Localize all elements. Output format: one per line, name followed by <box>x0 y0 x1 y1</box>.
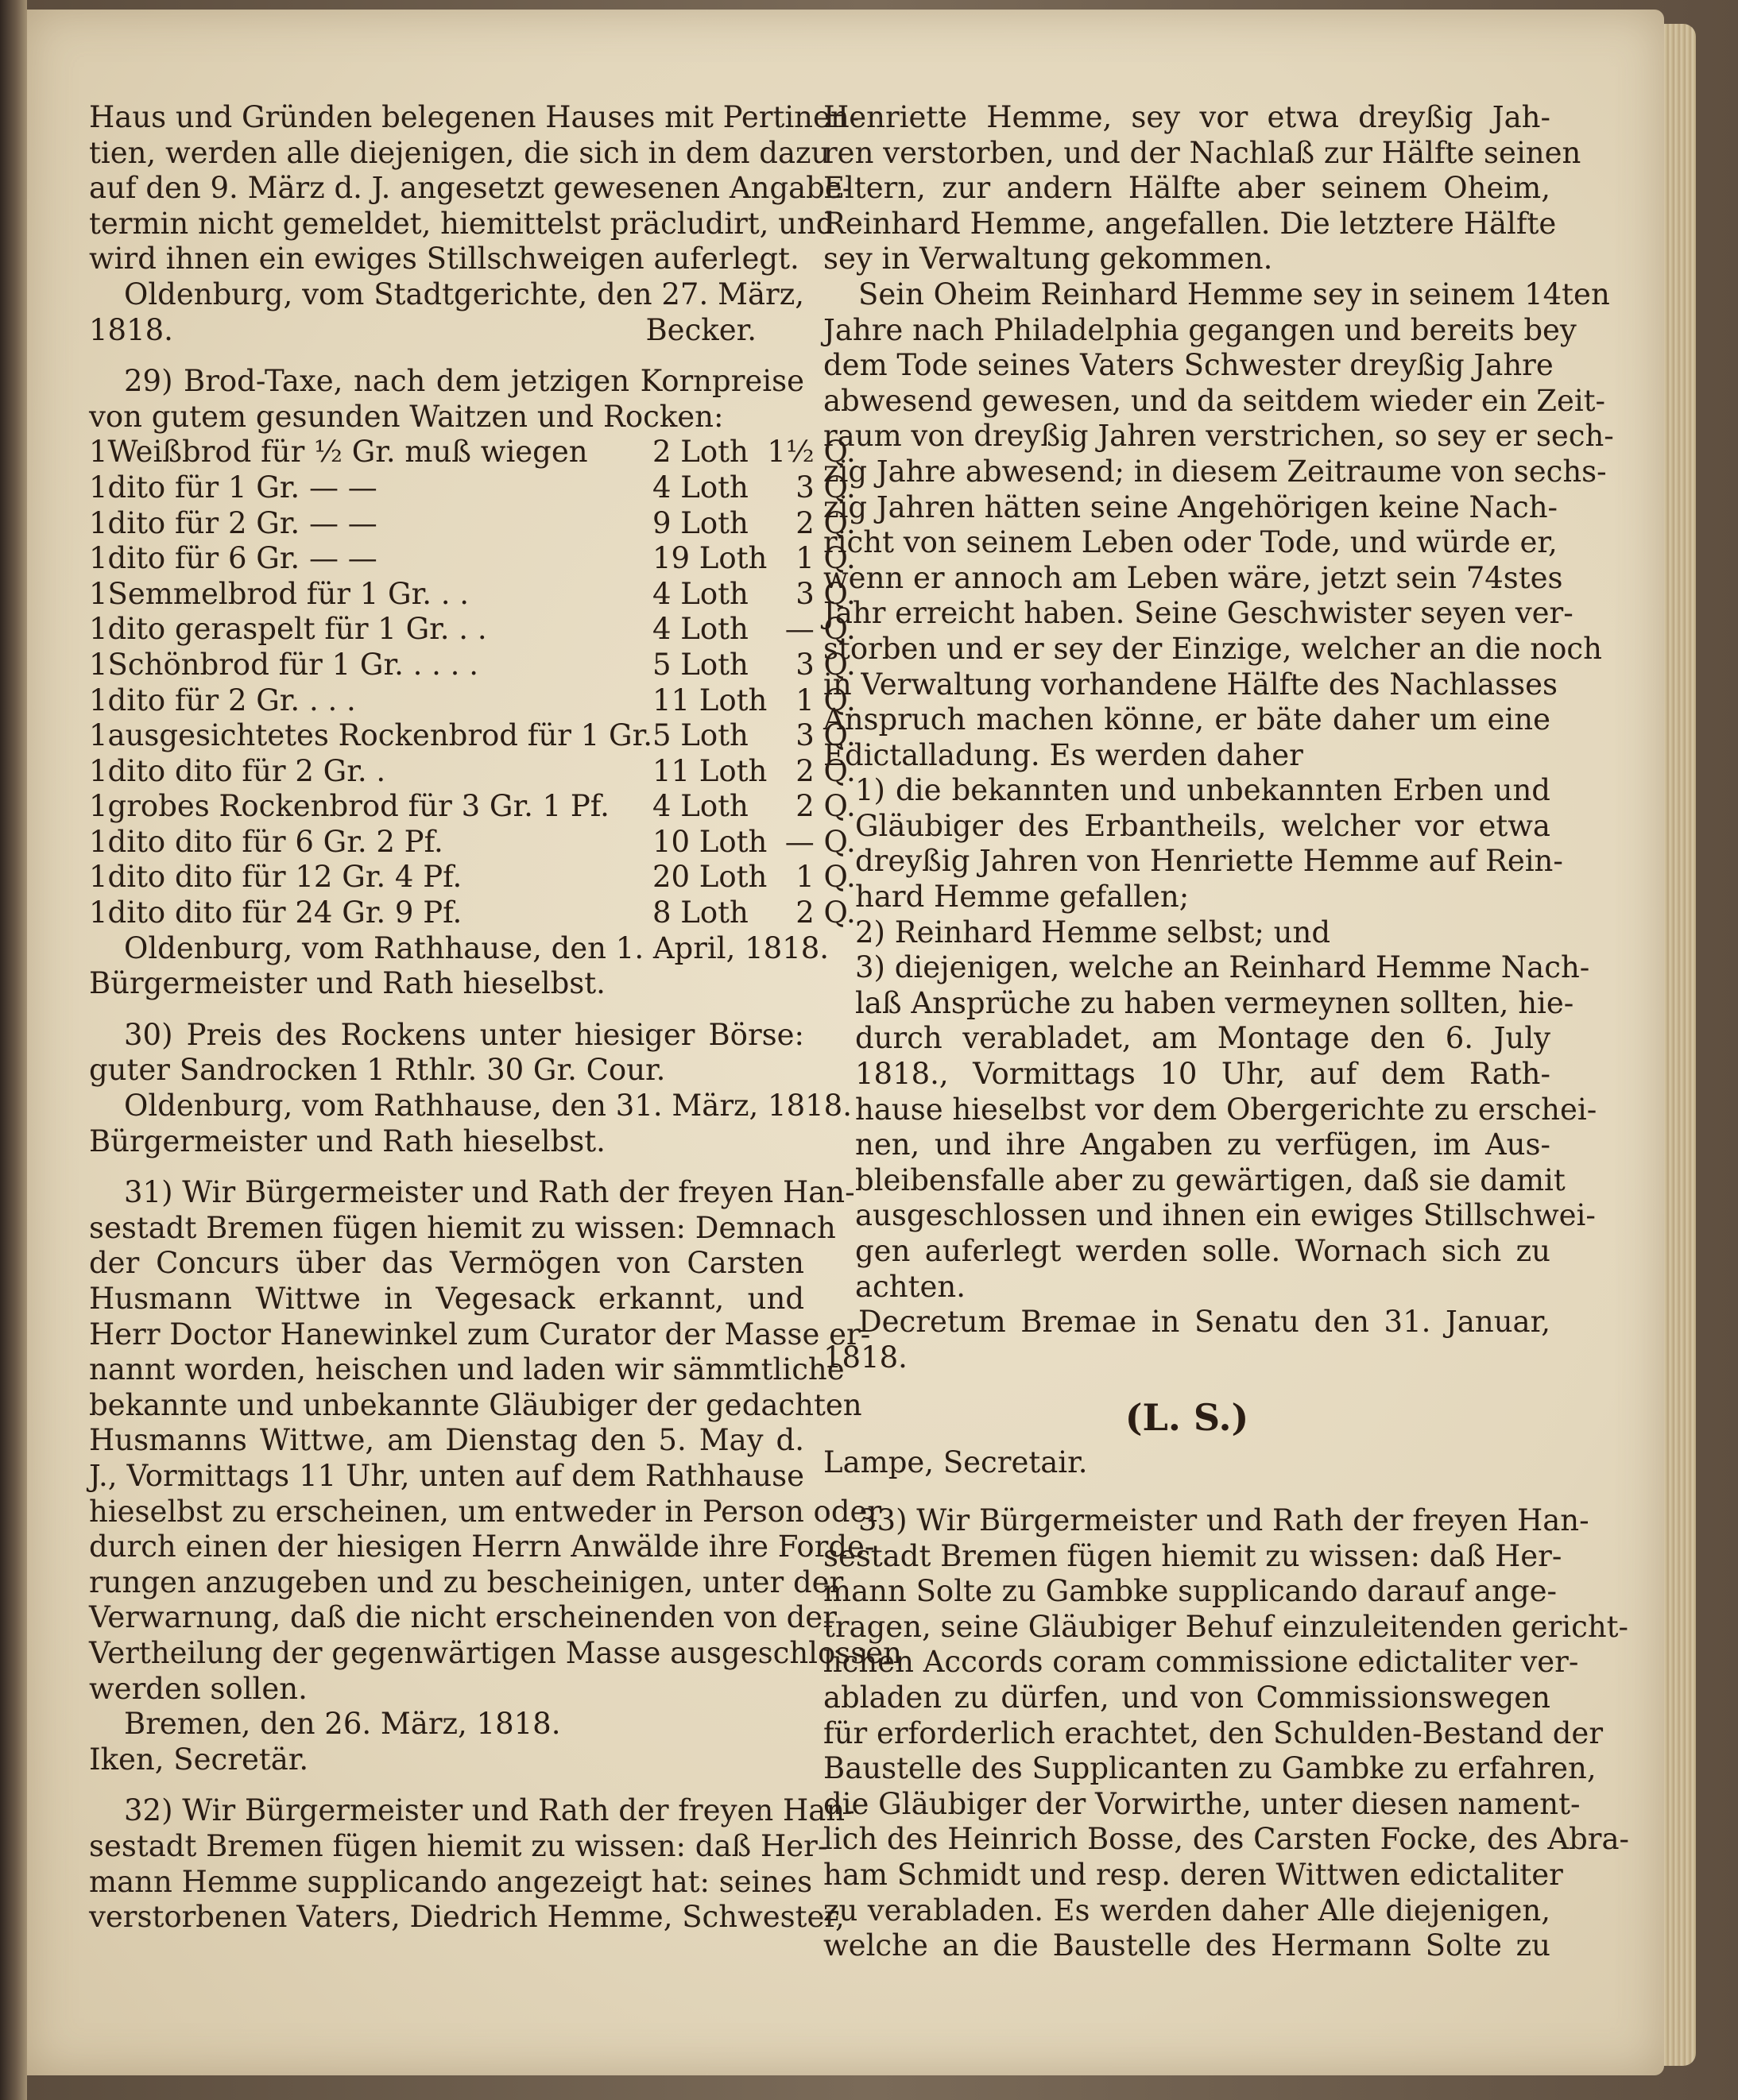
text-line: guter Sandrocken 1 Rthlr. 30 Gr. Cour. <box>89 1053 666 1088</box>
text-line: lichen Accords coram commissione edictaliter ver- <box>823 1645 1579 1680</box>
text-line: Eltern, zur andern Hälfte aber seinem Oheim, <box>823 171 1550 206</box>
quentchen-cell: — Q. <box>784 824 856 859</box>
text-line: 30) Preis des Rockens unter hiesiger Börse: <box>124 1017 804 1052</box>
signer: Lampe, Secretair. <box>823 1445 1088 1480</box>
list-item: 1818., Vormittags 10 Uhr, auf dem Rath- <box>855 1057 1550 1092</box>
item-cell: dito für 6 Gr. — — <box>107 541 377 576</box>
qty-cell: 1 <box>89 789 108 824</box>
table-row <box>89 470 856 506</box>
weight-cell: 4 Loth <box>652 470 749 505</box>
text-line: Haus und Gründen belegenen Hauses mit Pertinen- <box>89 100 860 134</box>
dateline: Oldenburg, vom Rathhause, den 31. März, 1818. <box>124 1089 852 1123</box>
qty-cell: 1 <box>89 470 108 505</box>
section-29-bread-tax <box>89 364 856 1002</box>
list-item: hause hieselbst vor dem Obergerichte zu erschei- <box>855 1092 1597 1127</box>
text-line: dem Tode seines Vaters Schwester dreyßig Jahre <box>823 348 1554 383</box>
text-line: wenn er annoch am Leben wäre, jetzt sein 74stes <box>823 560 1563 595</box>
text-line: J., Vormittags 11 Uhr, unten auf dem Rathhause <box>89 1458 804 1493</box>
item-cell: Weißbrod für ½ Gr. muß wiegen <box>107 435 588 470</box>
table-row <box>89 577 856 613</box>
seal-mark: (L. S.) <box>1124 1396 1249 1440</box>
text-line: Anspruch machen könne, er bäte daher um eine <box>823 702 1550 737</box>
text-line: wird ihnen ein ewiges Stillschweigen auferlegt. <box>89 242 799 277</box>
text-line: sey in Verwaltung gekommen. <box>823 242 1273 277</box>
list-item: achten. <box>855 1269 966 1304</box>
text-line: auf den 9. März d. J. angesetzt gewesenen Angabe- <box>89 171 853 206</box>
weight-cell: 5 Loth <box>652 647 749 682</box>
text-line: lich des Heinrich Bosse, des Carsten Focke, des Abra- <box>823 1822 1630 1857</box>
text-line: richt von seinem Leben oder Tode, und würde er, <box>823 525 1558 560</box>
table-row <box>89 612 856 648</box>
list-item: 3) diejenigen, welche an Reinhard Hemme Nach- <box>855 950 1590 985</box>
table-row <box>89 435 856 470</box>
table-row <box>89 754 856 790</box>
text-line: welche an die Baustelle des Hermann Solte zu <box>823 1928 1550 1963</box>
table-row <box>89 860 856 895</box>
item-cell: dito dito für 12 Gr. 4 Pf. <box>107 860 463 895</box>
section-33-solte <box>823 1502 1630 1964</box>
table-row <box>89 541 856 577</box>
quentchen-cell: 3 Q. <box>795 718 856 753</box>
bread-tax-table <box>89 435 856 930</box>
signer: Bürgermeister und Rath hieselbst. <box>89 1123 606 1158</box>
text-line: rungen anzugeben und zu bescheinigen, unter der <box>89 1564 844 1599</box>
quentchen-cell: 3 Q. <box>795 647 856 682</box>
qty-cell: 1 <box>89 860 108 895</box>
dateline-year-signer <box>89 313 804 349</box>
list-item: 1) die bekannten und unbekannten Erben und <box>855 773 1550 808</box>
weight-cell: 9 Loth <box>652 505 749 540</box>
text-line: Baustelle des Supplicanten zu Gambke zu erfahren, <box>823 1751 1597 1786</box>
quentchen-cell: 2 Q. <box>795 505 856 540</box>
weight-cell: 2 Loth <box>652 435 749 470</box>
table-row <box>89 683 856 719</box>
quentchen-cell: 3 Q. <box>795 470 856 505</box>
text-line: zu verabladen. Es werden daher Alle diejenigen, <box>823 1893 1550 1928</box>
table-row <box>89 789 856 825</box>
text-line: durch einen der hiesigen Herrn Anwälde ihre Forde- <box>89 1530 875 1564</box>
text-line: Reinhard Hemme, angefallen. Die letztere Hälfte <box>823 206 1557 241</box>
dateline: Oldenburg, vom Stadtgerichte, den 27. März, <box>124 277 804 311</box>
weight-cell: 11 Loth <box>652 753 768 788</box>
text-line: bekannte und unbekannte Gläubiger der gedachten <box>89 1387 862 1422</box>
item-cell: dito dito für 2 Gr. . <box>107 753 386 788</box>
text-line: mann Hemme supplicando angezeigt hat: seines <box>89 1864 813 1899</box>
qty-cell: 1 <box>89 576 108 611</box>
text-line: storben und er sey der Einzige, welcher an die noch <box>823 631 1602 666</box>
text-line: Husmanns Wittwe, am Dienstag den 5. May d. <box>89 1423 804 1458</box>
text-line: Vertheilung der gegenwärtigen Masse ausgeschlossen <box>89 1635 902 1670</box>
right-column <box>823 100 1630 1964</box>
text-line: mann Solte zu Gambke supplicando darauf ange- <box>823 1574 1558 1609</box>
qty-cell: 1 <box>89 895 108 930</box>
qty-cell: 1 <box>89 683 108 717</box>
qty-cell: 1 <box>89 824 108 859</box>
text-line: sestadt Bremen fügen hiemit zu wissen: daß Her- <box>89 1828 828 1863</box>
item-cell: Schönbrod für 1 Gr. . . . . <box>107 647 478 682</box>
list-item: ausgeschlossen und ihnen ein ewiges Stillschwei- <box>855 1198 1596 1233</box>
dateline: Bremen, den 26. März, 1818. <box>124 1707 561 1742</box>
text-line: ren verstorben, und der Nachlaß zur Hälfte seinen <box>823 135 1581 170</box>
text-line: abwesend gewesen, und da seitdem wieder ein Zeit- <box>823 383 1606 418</box>
list-item: dreyßig Jahren von Henriette Hemme auf Rein- <box>855 844 1563 879</box>
text-line: Jahre nach Philadelphia gegangen und bereits bey <box>823 312 1577 347</box>
text-line: sestadt Bremen fügen hiemit zu wissen: daß Her- <box>823 1538 1562 1573</box>
text-line: ham Schmidt und resp. deren Wittwen edictaliter <box>823 1857 1563 1892</box>
section-32-hemme <box>89 1793 855 1935</box>
item-cell: Semmelbrod für 1 Gr. . . <box>107 576 470 611</box>
weight-cell: 8 Loth <box>652 895 749 930</box>
list-item: 2) Reinhard Hemme selbst; und <box>855 915 1330 949</box>
quentchen-cell: 1 Q. <box>795 860 856 895</box>
qty-cell: 1 <box>89 505 108 540</box>
text-line: nannt worden, heischen und laden wir sämmtliche <box>89 1352 845 1387</box>
list-item: hard Hemme gefallen; <box>855 880 1190 915</box>
text-line: sestadt Bremen fügen hiemit zu wissen: Demnach <box>89 1210 836 1245</box>
text-line: tien, werden alle diejenigen, die sich in dem dazu <box>89 135 830 170</box>
text-line: verstorbenen Vaters, Diedrich Hemme, Schwester, <box>89 1900 845 1935</box>
weight-cell: 5 Loth <box>652 718 749 753</box>
qty-cell: 1 <box>89 647 108 682</box>
decree-line: Decretum Bremae in Senatu den 31. Januar, <box>858 1305 1550 1340</box>
item-cell: dito für 1 Gr. — — <box>107 470 377 505</box>
text-line: Husmann Wittwe in Vegesack erkannt, und <box>89 1282 804 1316</box>
list-item: durch verabladet, am Montage den 6. July <box>855 1021 1550 1056</box>
item-cell: dito für 2 Gr. . . . <box>107 683 356 717</box>
item-cell: dito geraspelt für 1 Gr. . . <box>107 612 487 647</box>
text-line: werden sollen. <box>89 1671 308 1706</box>
quentchen-cell: 1 Q. <box>795 683 856 717</box>
text-line: Verwarnung, daß die nicht erscheinenden von der <box>89 1600 837 1635</box>
section-30-rye-price <box>89 1017 852 1159</box>
table-row <box>89 718 856 754</box>
table-row <box>89 895 856 931</box>
table-row <box>89 825 856 860</box>
text-line: Herr Doctor Hanewinkel zum Curator der Masse er- <box>89 1317 871 1352</box>
year: 1818. <box>89 312 173 347</box>
item-cell: dito dito für 24 Gr. 9 Pf. <box>107 895 463 930</box>
weight-cell: 11 Loth <box>652 683 768 717</box>
text-line: tragen, seine Gläubiger Behuf einzuleitenden gericht- <box>823 1609 1629 1644</box>
section-32-continued <box>823 100 1614 773</box>
list-item: gen auferlegt werden solle. Wornach sich zu <box>855 1234 1550 1268</box>
qty-cell: 1 <box>89 718 108 753</box>
text-line: abladen zu dürfen, und von Commissionswegen <box>823 1680 1550 1715</box>
list-item: Gläubiger des Erbantheils, welcher vor etwa <box>855 808 1550 843</box>
text-line: in Verwaltung vorhandene Hälfte des Nachlasses <box>823 667 1558 702</box>
quentchen-cell: 2 Q. <box>795 895 856 930</box>
page-stack-edge <box>1664 24 1696 2066</box>
weight-cell: 20 Loth <box>652 860 768 895</box>
quentchen-cell: 1 Q. <box>795 541 856 576</box>
text-line: die Gläubiger der Vorwirthe, unter diesen nament- <box>823 1786 1581 1821</box>
weight-cell: 10 Loth <box>652 824 768 859</box>
quentchen-cell: 3 Q. <box>795 576 856 611</box>
quentchen-cell: 1½ Q. <box>767 435 856 470</box>
item-cell: grobes Rockenbrod für 3 Gr. 1 Pf. <box>107 789 610 824</box>
quentchen-cell: 2 Q. <box>795 753 856 788</box>
list-item: nen, und ihre Angaben zu verfügen, im Aus- <box>855 1127 1550 1162</box>
qty-cell: 1 <box>89 753 108 788</box>
item-cell: ausgesichtetes Rockenbrod für 1 Gr. <box>107 718 652 753</box>
qty-cell: 1 <box>89 612 108 647</box>
table-row <box>89 506 856 542</box>
text-line: Henriette Hemme, sey vor etwa dreyßig Jah- <box>823 100 1550 134</box>
qty-cell: 1 <box>89 541 108 576</box>
signer: Becker. <box>645 312 757 347</box>
text-line: 31) Wir Bürgermeister und Rath der freyen Han- <box>124 1175 855 1210</box>
intro-paragraph <box>89 100 860 348</box>
text-line: hieselbst zu erscheinen, um entweder in Person oder <box>89 1494 882 1529</box>
text-line: für erforderlich erachtet, den Schulden-Bestand der <box>823 1715 1604 1750</box>
text-line: 32) Wir Bürgermeister und Rath der freyen Han- <box>124 1793 855 1828</box>
quentchen-cell: 2 Q. <box>795 789 856 824</box>
dateline: Oldenburg, vom Rathhause, den 1. April, 1818. <box>124 930 830 965</box>
text-line: Jahr erreicht haben. Seine Geschwister seyen ver- <box>823 596 1573 631</box>
qty-cell: 1 <box>89 435 108 470</box>
table-row <box>89 648 856 683</box>
text-line: Sein Oheim Reinhard Hemme sey in seinem 14ten <box>858 277 1610 311</box>
text-line: 33) Wir Bürgermeister und Rath der freyen Han- <box>858 1502 1589 1537</box>
section-31-concurs <box>89 1175 902 1777</box>
item-cell: dito für 2 Gr. — — <box>107 505 377 540</box>
weight-cell: 4 Loth <box>652 612 749 647</box>
list-item: laß Ansprüche zu haben vermeynen sollten, hie- <box>855 985 1574 1020</box>
book-binding <box>0 0 27 2100</box>
list-item: bleibensfalle aber zu gewärtigen, daß sie damit <box>855 1162 1566 1197</box>
quentchen-cell: — Q. <box>784 612 856 647</box>
section-heading: von gutem gesunden Waitzen und Rocken: <box>89 399 724 434</box>
text-line: zig Jahren hätten seine Angehörigen keine Nach- <box>823 489 1558 524</box>
text-line: Edictalladung. Es werden daher <box>823 737 1303 772</box>
text-line: der Concurs über das Vermögen von Carsten <box>89 1246 804 1281</box>
left-column <box>89 100 902 1936</box>
signer: Bürgermeister und Rath hieselbst. <box>89 966 606 1001</box>
decree-year: 1818. <box>823 1340 908 1375</box>
item-cell: dito dito für 6 Gr. 2 Pf. <box>107 824 443 859</box>
text-line: raum von dreyßig Jahren verstrichen, so sey er sech- <box>823 419 1614 454</box>
weight-cell: 4 Loth <box>652 789 749 824</box>
text-line: zig Jahre abwesend; in diesem Zeitraume von sechs- <box>823 454 1607 489</box>
section-heading: 29) Brod-Taxe, nach dem jetzigen Kornpreise <box>124 364 804 399</box>
weight-cell: 19 Loth <box>652 541 768 576</box>
weight-cell: 4 Loth <box>652 576 749 611</box>
signer: Iken, Secretär. <box>89 1742 309 1777</box>
text-line: termin nicht gemeldet, hiemittelst präcludirt, und <box>89 206 835 241</box>
summons-list <box>823 773 1597 1305</box>
